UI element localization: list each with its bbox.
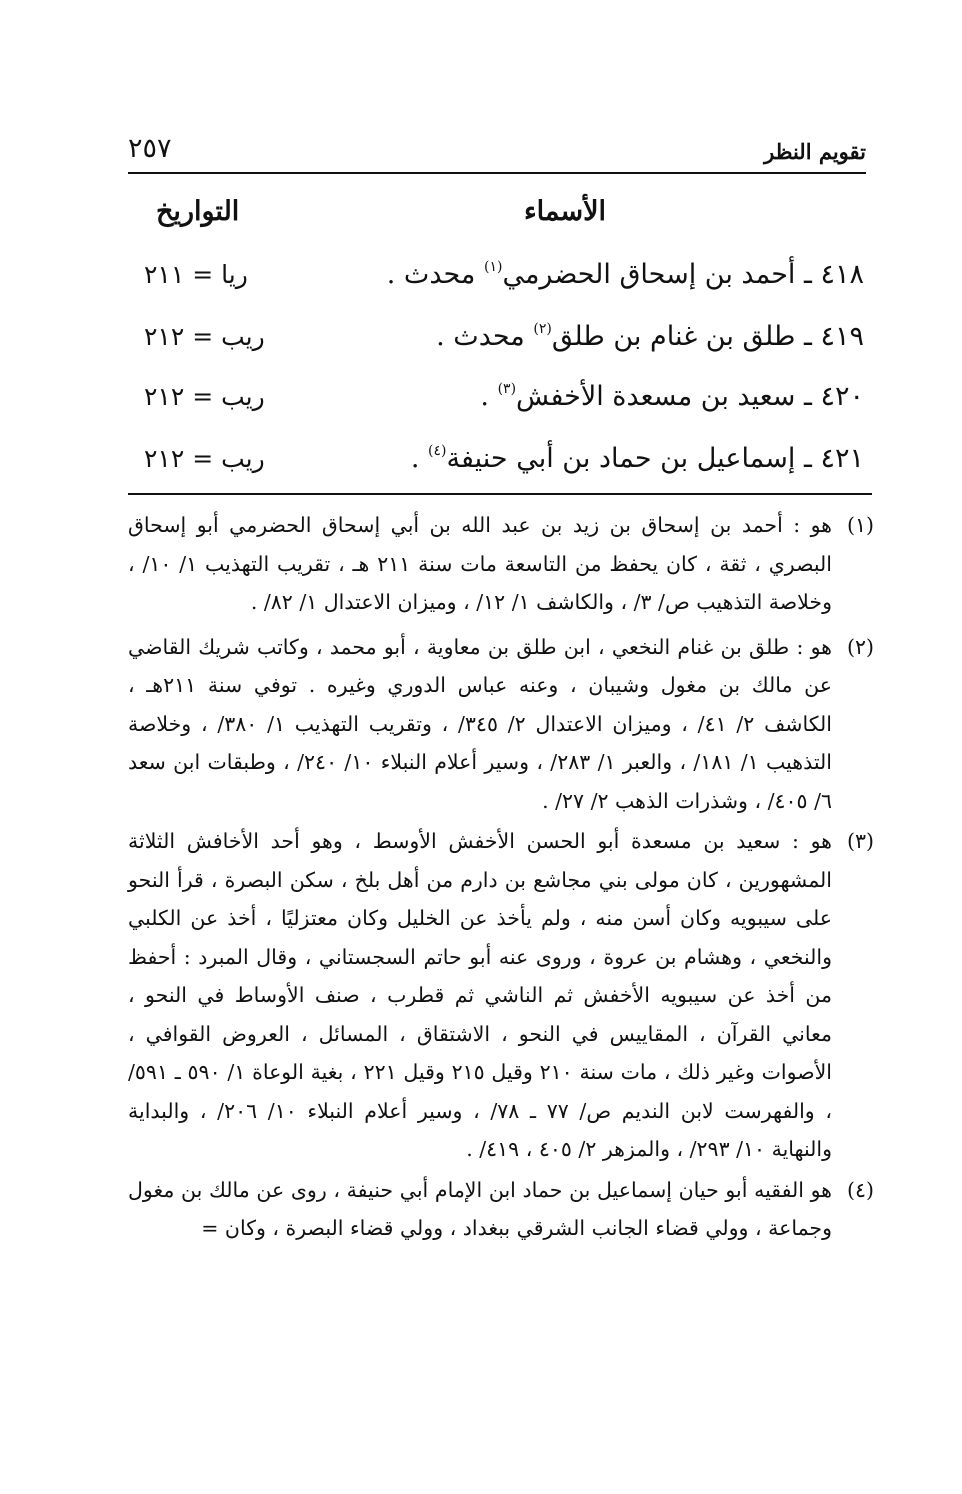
footnote-ref[interactable]: (٣) [497, 380, 517, 397]
entry-name: ٤١٩ ـ طلق بن غنام بن طلق$^{(٢)}$ محدث . [436, 320, 864, 352]
footnote [128, 822, 874, 1169]
footnote-mark: (٣) [846, 829, 874, 853]
entry-row [128, 432, 864, 484]
footnote-ref[interactable]: (٤) [428, 442, 447, 459]
footnote-text: هو : سعيد بن مسعدة أبو الحسن الأخفش الأوسط ، وهو أحد الأخافش الثلاثة المشهورين ، كان مولى بني مجاشع بن دارم من أهل بلخ ، سكن البصرة ، قرأ النحو على سيبويه وكان أسن منه ، ولم يأخذ عن الخليل وكان معتزليًا ، أخذ عن الكلبي والنخعي ، وهشام بن عروة ، وروى عنه أبو حاتم السجستاني ، وقال المبرد : أحفظ من أخذ عن سيبويه الأخفش ثم الناشي ثم قطرب ، صنف الأوساط في النحو ، معاني القرآن ، المقاييس في النحو ، الاشتقاق ، المسائل ، العروض القوافي ، الأصوات وغير ذلك ، مات سنة ٢١٠ وقيل ٢١٥ وقيل ٢٢١ ، بغية الوعاة ١/ ٥٩٠ ـ ٥٩١/ ، والفهرست لابن النديم ص/ ٧٧ ـ ٧٨/ ، وسير أعلام النبلاء ١٠/ ٢٠٦/ ، والبداية والنهاية ١٠/ ٢٩٣/ ، والمزهر ٢/ ٤٠٥ ، ٤١٩/ . [128, 829, 832, 1161]
entry-name: ٤٢٠ ـ سعيد بن مسعدة الأخفش$^{(٣)}$ . [480, 380, 864, 412]
entry-row [128, 310, 864, 362]
footnote [128, 1171, 874, 1248]
footnotes [128, 506, 874, 1248]
dates-column-heading: التواريخ [156, 196, 240, 227]
footnote-separator [128, 493, 872, 495]
entry-name: ٤١٨ ـ أحمد بن إسحاق الحضرمي$^{(١)}$ محدث . [386, 258, 864, 290]
footnote-text: هو الفقيه أبو حيان إسماعيل بن حماد ابن الإمام أبي حنيفة ، روى عن مالك بن مغول وجماعة ، وولي قضاء الجانب الشرقي ببغداد ، وولي قضاء البصرة ، وكان = [128, 1177, 832, 1240]
entry-date: ريب = ٢١٢ [144, 381, 265, 411]
footnote-text: هو : طلق بن غنام النخعي ، ابن طلق بن معاوية ، أبو محمد ، وكاتب شريك القاضي عن مالك بن مغول وشيبان ، وعنه عباس الدوري وغيره . توفي سنة ٢١١هـ ، الكاشف ٢/ ٤١/ ، وميزان الاعتدال ٢/ ٣٤٥/ ، وتقريب التهذيب ١/ ٣٨٠/ ، وخلاصة التذهيب ١/ ١٨١/ ، والعبر ١/ ٢٨٣/ ، وسير أعلام النبلاء ١٠/ ٢٤٠/ ، وطبقات ابن سعد ٦/ ٤٠٥/ ، وشذرات الذهب ٢/ ٢٧/ . [128, 634, 832, 813]
entry-date: ريا = ٢١١ [144, 259, 248, 289]
footnote-mark: (١) [846, 513, 874, 537]
footnote [128, 506, 874, 622]
footnote-mark: (٢) [846, 634, 874, 659]
page-header [128, 118, 866, 174]
entry-row [128, 248, 864, 300]
footnote-ref[interactable]: (٢) [533, 320, 552, 337]
footnote [128, 628, 874, 821]
footnote-text: هو : أحمد بن إسحاق بن زيد بن عبد الله بن أبي إسحاق الحضرمي أبو إسحاق البصري ، ثقة ، كان يحفظ من التاسعة مات سنة ٢١١ هـ ، تقريب التهذيب ١/ ١٠/ ، وخلاصة التذهيب ص/ ٣/ ، والكاشف ١/ ١٢/ ، وميزان الاعتدال ١/ ٨٢/ . [128, 513, 832, 614]
entry-name: ٤٢١ ـ إسماعيل بن حماد بن أبي حنيفة$^{(٤)}$ . [410, 442, 864, 474]
page-number: ٢٥٧ [128, 133, 172, 164]
entry-row [128, 370, 864, 422]
book-title: تقويم النظر [764, 139, 866, 164]
entry-date: ريب = ٢١٢ [144, 321, 265, 351]
entry-date: ريب = ٢١٢ [144, 443, 265, 473]
footnote-mark: (٤) [846, 1177, 874, 1202]
names-column-heading: الأسماء [523, 196, 606, 227]
footnote-ref[interactable]: (١) [483, 258, 503, 275]
